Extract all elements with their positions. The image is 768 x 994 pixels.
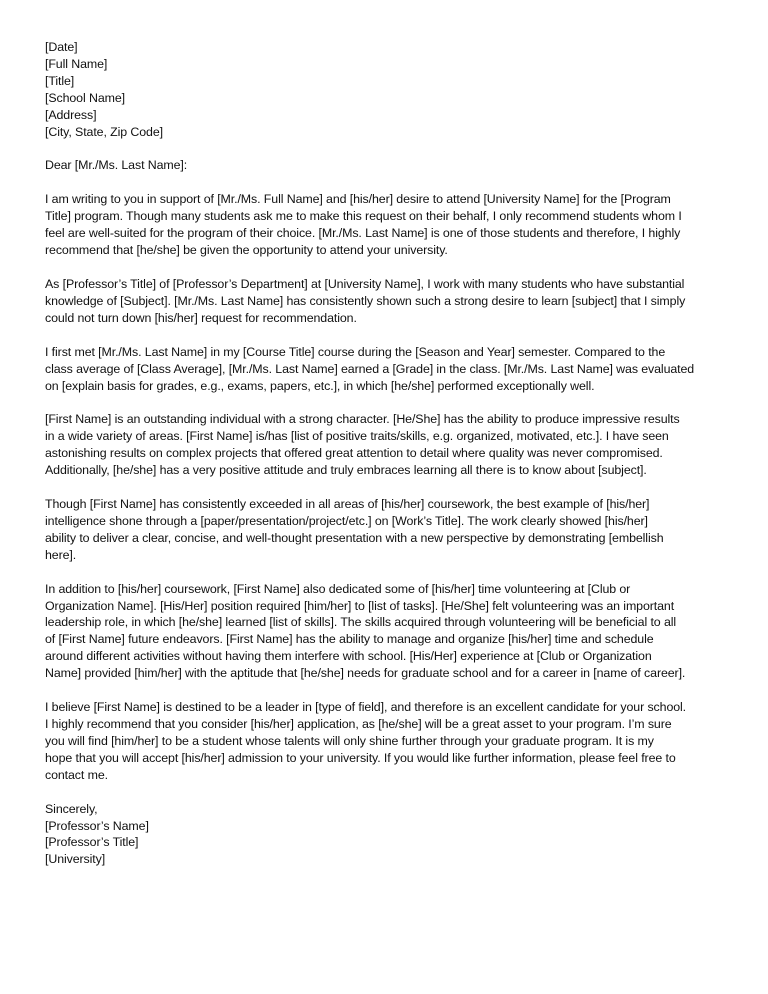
paragraph-line: I believe [First Name] is destined to be a leader in [type of field], and therefore is an excellent candidate for your school. — [45, 700, 687, 715]
paragraph-line: I first met [Mr./Ms. Last Name] in my [Course Title] course during the [Season and Year] semester. Compared to the — [45, 344, 666, 359]
spacer — [45, 327, 745, 344]
paragraph-course-performance — [45, 344, 745, 395]
paragraph-line: around different activities without having them interfere with school. [His/Her] experience at [Club or Organization — [45, 649, 652, 664]
spacer — [45, 479, 745, 496]
title-line: [Title] — [45, 73, 75, 88]
paragraph-line: [First Name] is an outstanding individual with a strong character. [He/She] has the ability to produce impressive results — [45, 412, 680, 427]
paragraph-line: I am writing to you in support of [Mr./Ms. Full Name] and [his/her] desire to attend [University Name] for the [Program — [45, 192, 671, 207]
address-line: [Address] — [45, 107, 97, 122]
paragraph-line: feel are well-suited for the program of their choice. [Mr./Ms. Last Name] is one of those students and therefore, I highly — [45, 226, 681, 241]
paragraph-line: Title] program. Though many students ask me to make this request on their behalf, I only recommend students whom I — [45, 209, 682, 224]
spacer — [45, 259, 745, 276]
paragraph-line: contact me. — [45, 767, 108, 782]
salutation-text: Dear [Mr./Ms. Last Name]: — [45, 158, 188, 173]
paragraph-line: ability to deliver a clear, concise, and well-thought presentation with a new perspective by demonstrating [embellish — [45, 530, 664, 545]
paragraph-line: astonishing results on complex projects that offered great attention to detail where quality was never compromised. — [45, 446, 663, 461]
full-name-line: [Full Name] — [45, 56, 108, 71]
paragraph-line: In addition to [his/her] coursework, [First Name] also dedicated some of [his/her] time volunteering at [Club or — [45, 581, 631, 596]
paragraph-line: here]. — [45, 547, 77, 562]
paragraph-line: could not turn down [his/her] request for recommendation. — [45, 310, 357, 325]
spacer — [45, 564, 745, 581]
professor-title-line: [Professor’s Title] — [45, 835, 139, 850]
paragraph-line: intelligence shone through a [paper/presentation/project/etc.] on [Work’s Title]. The work clearly showed [his/her] — [45, 513, 648, 528]
paragraph-conclusion — [45, 699, 745, 784]
paragraph-line: As [Professor’s Title] of [Professor’s Department] at [University Name], I work with many students who have substantial — [45, 276, 685, 291]
salutation — [45, 157, 745, 174]
spacer — [45, 394, 745, 411]
spacer — [45, 174, 745, 191]
paragraph-line: Though [First Name] has consistently exceeded in all areas of [his/her] coursework, the best example of [his/her] — [45, 497, 650, 512]
paragraph-line: you will find [him/her] to be a student whose talents will only shine further through your graduate program. It is my — [45, 733, 654, 748]
spacer — [45, 784, 745, 801]
paragraph-line: Name] provided [him/her] with the aptitude that [he/she] needs for graduate school and for a career in [name of career]. — [45, 666, 686, 681]
city-state-zip-line: [City, State, Zip Code] — [45, 124, 163, 139]
paragraph-best-work — [45, 496, 745, 564]
spacer — [45, 140, 745, 157]
paragraph-professor-context — [45, 276, 745, 327]
paragraph-line: leadership role, in which [he/she] learned [list of skills]. The skills acquired through volunteering will be beneficial to all — [45, 615, 677, 630]
paragraph-volunteering — [45, 581, 745, 682]
recipient-address-block — [45, 39, 745, 140]
paragraph-line: on [explain basis for grades, e.g., exams, papers, etc.], in which [he/she] performed exceptionally well. — [45, 378, 595, 393]
university-line: [University] — [45, 852, 106, 867]
school-name-line: [School Name] — [45, 90, 125, 105]
paragraph-line: knowledge of [Subject]. [Mr./Ms. Last Name] has consistently shown such a strong desire to learn [subject] that I simply — [45, 293, 686, 308]
spacer — [45, 682, 745, 699]
paragraph-character — [45, 411, 745, 479]
paragraph-introduction — [45, 191, 745, 259]
closing-block — [45, 801, 745, 869]
paragraph-line: hope that you will accept [his/her] admission to your university. If you would like further information, please feel free to — [45, 750, 676, 765]
paragraph-line: of [First Name] future endeavors. [First Name] has the ability to manage and organize [his/her] time and schedule — [45, 632, 654, 647]
paragraph-line: Organization Name]. [His/Her] position required [him/her] to [list of tasks]. [He/She] felt volunteering was an important — [45, 598, 675, 613]
paragraph-line: in a wide variety of areas. [First Name] is/has [list of positive traits/skills, e.g. organized, motivated, etc.]. I have seen — [45, 429, 669, 444]
paragraph-line: I highly recommend that you consider [his/her] application, as [he/she] will be a great asset to your program. I’m sure — [45, 717, 672, 731]
letter-body — [45, 39, 745, 868]
date-line: [Date] — [45, 40, 78, 54]
paragraph-line: recommend that [he/she] be given the opportunity to attend your university. — [45, 243, 448, 258]
paragraph-line: class average of [Class Average], [Mr./Ms. Last Name] earned a [Grade] in the class. [Mr./Ms. Last Name] was evaluated — [45, 361, 695, 376]
professor-name-line: [Professor’s Name] — [45, 818, 149, 833]
closing-text: Sincerely, — [45, 801, 98, 816]
paragraph-line: Additionally, [he/she] has a very positive attitude and truly embraces learning all there is to know about [subject]. — [45, 463, 647, 478]
